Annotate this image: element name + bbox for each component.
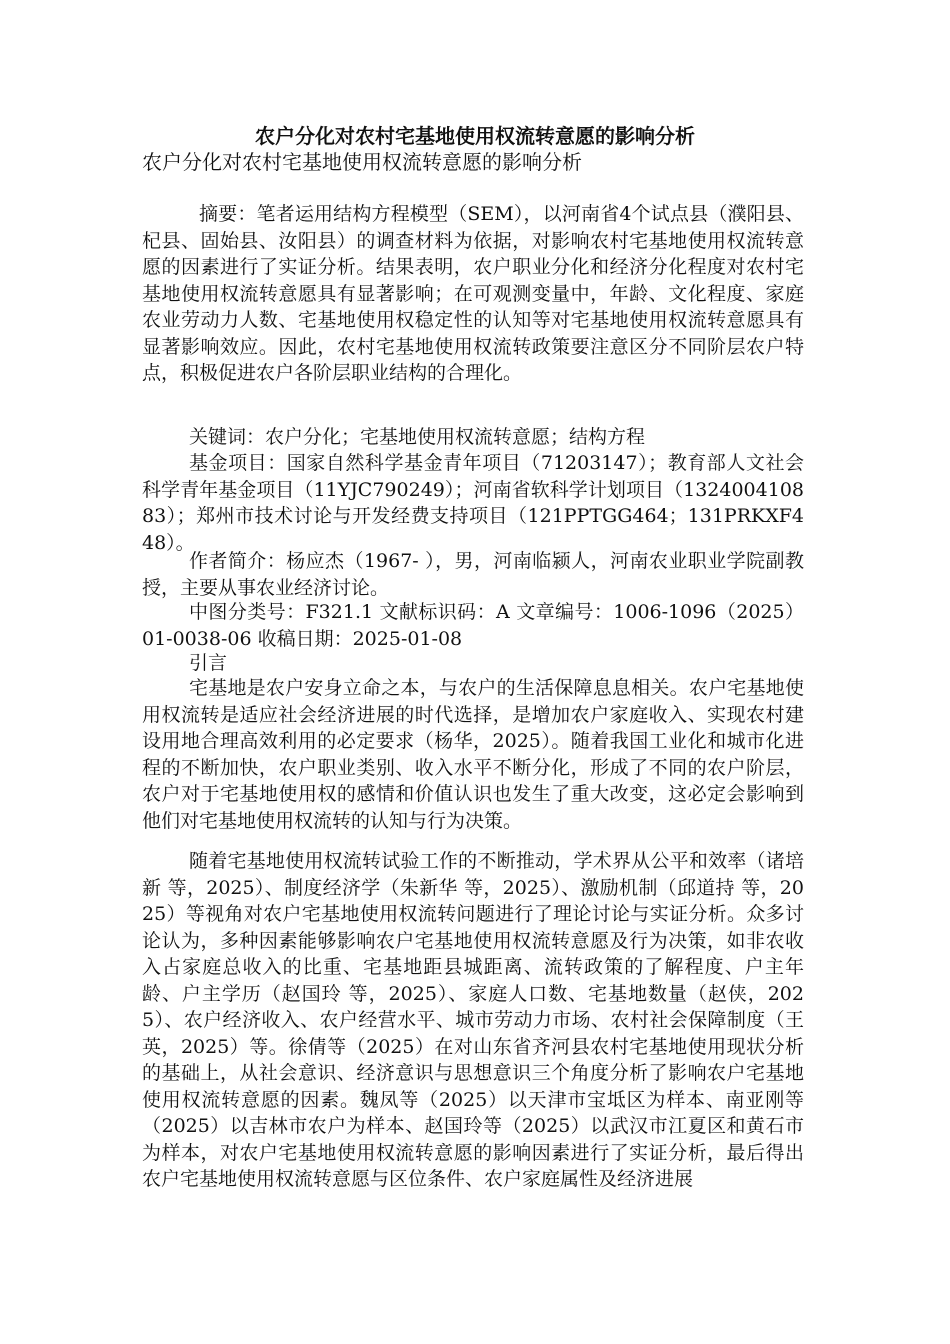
document-subtitle: 农户分化对农村宅基地使用权流转意愿的影响分析 [142,150,582,174]
intro-heading: 引言 [189,652,228,674]
classification-paragraph: 中图分类号：F321.1 文献标识码：A 文章编号：1006-1096（2025）01-0038-06 收稿日期：2025-01-08 [142,601,804,650]
keywords-line: 关键词：农户分化；宅基地使用权流转意愿；结构方程 [189,426,646,448]
author-paragraph: 作者简介：杨应杰（1967- ），男，河南临颍人，河南农业职业学院副教授，主要从事农业经济讨论。 [142,550,804,599]
document-title: 农户分化对农村宅基地使用权流转意愿的影响分析 [255,124,695,148]
body-paragraph-1: 宅基地是农户安身立命之本，与农户的生活保障息息相关。农户宅基地使用权流转是适应社会经济进展的时代选择，是增加农户家庭收入、实现农村建设用地合理高效利用的必定要求（杨华，2025）。随着我国工业化和城市化进程的不断加快，农户职业类别、收入水平不断分化，形成了不同的农户阶层，农户对于宅基地使用权的感情和价值认识也发生了重大改变，这必定会影响到他们对宅基地使用权流转的认知与行为决策。 [142,677,804,832]
body-paragraph-2: 随着宅基地使用权流转试验工作的不断推动，学术界从公平和效率（诸培新 等，2025）、制度经济学（朱新华 等，2025）、激励机制（邱道持 等，2025）等视角对农户宅基地使用权流转问题进行了理论讨论与实证分析。众多讨论认为，多种因素能够影响农户宅基地使用权流转意愿及行为决策，如非农收入占家庭总收入的比重、宅基地距县城距离、流转政策的了解程度、户主年龄、户主学历（赵国玲 等，2025）、家庭人口数、宅基地数量（赵侠，2025）、农户经济收入、农户经营水平、城市劳动力市场、农村社会保障制度（王英，2025）等。徐倩等（2025）在对山东省齐河县农村宅基地使用现状分析的基础上，从社会意识、经济意识与思想意识三个角度分析了影响农户宅基地使用权流转意愿的因素。魏凤等（2025）以天津市宝坻区为样本、南亚刚等（2025）以吉林市农户为样本、赵国玲等（2025）以武汉市江夏区和黄石市为样本，对农户宅基地使用权流转意愿的影响因素进行了实证分析，最后得出农户宅基地使用权流转意愿与区位条件、农户家庭属性及经济进展 [142,850,804,1190]
fund-paragraph: 基金项目：国家自然科学基金青年项目（71203147）；教育部人文社会科学青年基金项目（11YJC790249）；河南省软科学计划项目（132400410883）；郑州市技术讨论与开发经费支持项目（121PPTGG464；131PRKXF448）。 [142,452,804,554]
abstract-paragraph: 摘要：笔者运用结构方程模型（SEM），以河南省4个试点县（濮阳县、杞县、固始县、汝阳县）的调查材料为依据，对影响农村宅基地使用权流转意愿的因素进行了实证分析。结果表明，农户职业分化和经济分化程度对农村宅基地使用权流转意愿具有显著影响；在可观测变量中，年龄、文化程度、家庭农业劳动力人数、宅基地使用权稳定性的认知等对宅基地使用权流转意愿具有显著影响效应。因此，农村宅基地使用权流转政策要注意区分不同阶层农户特点，积极促进农户各阶层职业结构的合理化。 [142,203,804,384]
